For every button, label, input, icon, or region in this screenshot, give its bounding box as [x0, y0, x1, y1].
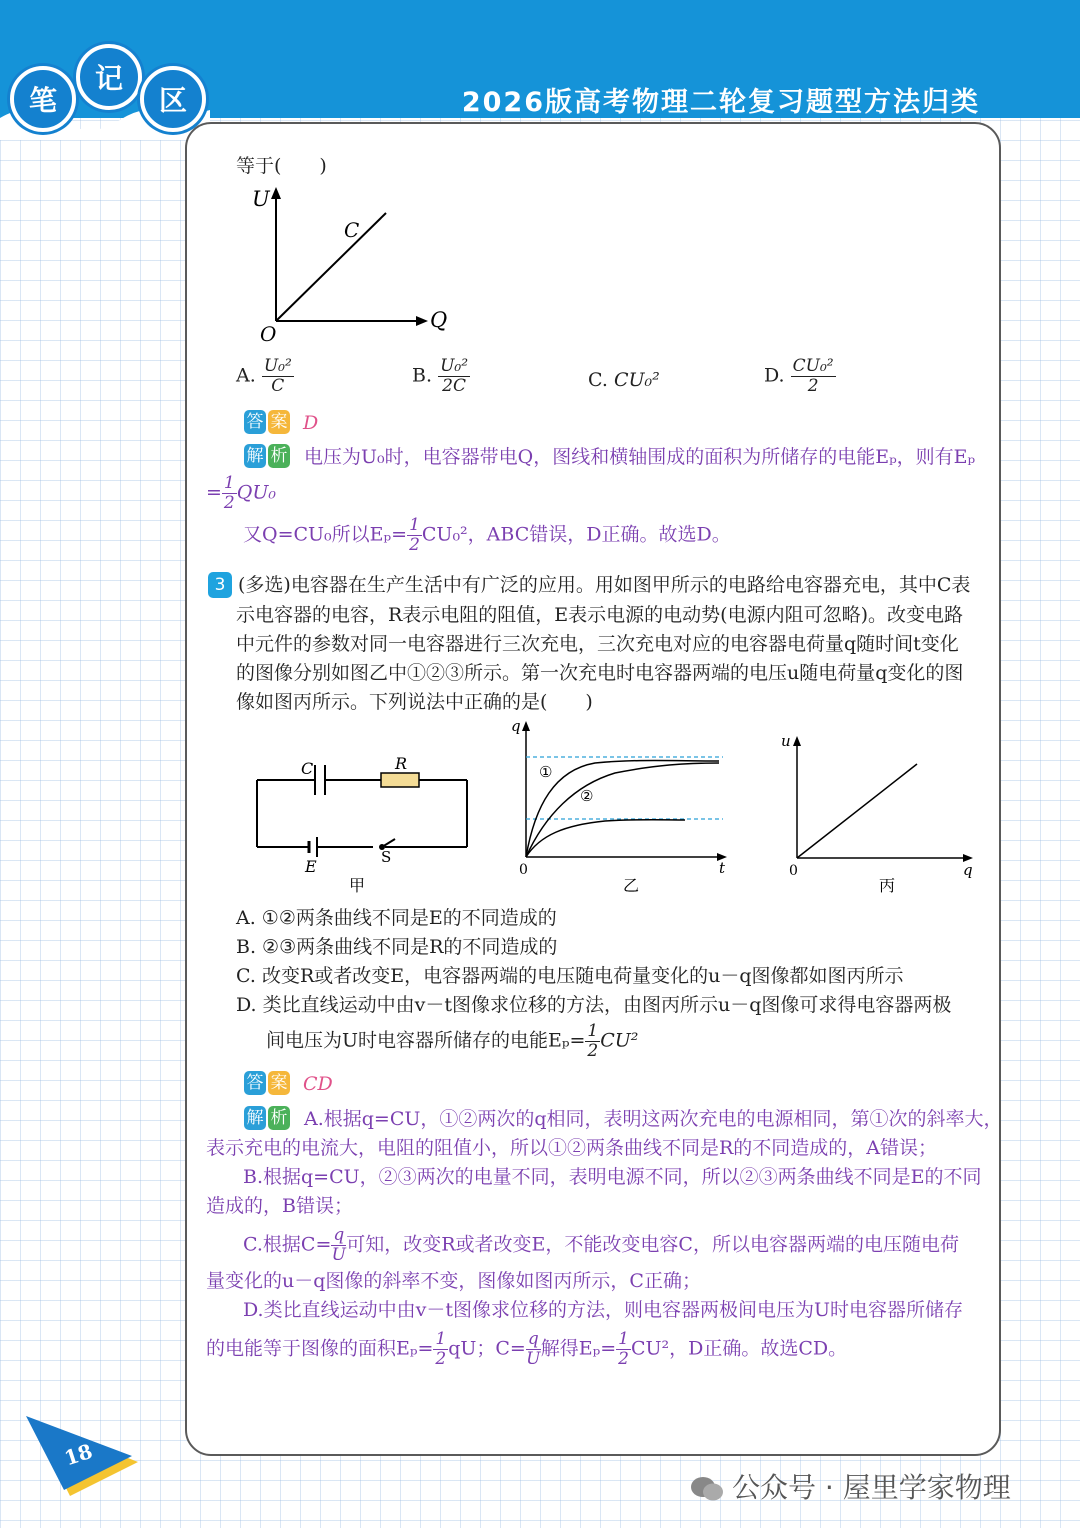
- curve-2: [526, 763, 719, 857]
- yi-origin: 0: [519, 862, 528, 878]
- curve-1: [526, 761, 719, 858]
- q3-analysis-a2: 表示充电的电流大，电阻的阻值小，所以①②两条曲线不同是R的不同造成的，A错误；: [206, 1137, 938, 1159]
- q3-stem-line4: 的图像分别如图乙中①②③所示。第一次充电时电容器两端的电压u随电荷量q变化的图: [236, 662, 964, 684]
- bing-x-label: q: [963, 861, 973, 879]
- q2-stem-tail: 等于( ): [236, 155, 327, 177]
- q2-option-b: B. $\frac{\text{U₀²}}{2C}$: [412, 356, 469, 396]
- q3-analysis-c2: 量变化的u－q图像的斜率不变，图像如图丙所示，C正确；: [206, 1270, 701, 1292]
- q2-y-label: U: [252, 187, 270, 211]
- q2-origin: O: [260, 322, 277, 346]
- q3-analysis-d2: 的电能等于图像的面积Eₚ= $\frac{1}{2}$ qU；C= $\frac{q}{U}$ 解得Eₚ= $\frac{1}{2}$ CU²，D正确。故选CD。: [206, 1329, 848, 1369]
- q2-analysis-line3: 又Q=CU₀所以Eₚ= $\frac{1}{2}$ CU₀²，ABC错误，D正确。故选D。: [243, 515, 731, 555]
- book-title: 2026版高考物理二轮复习题型方法归类: [461, 87, 980, 118]
- q2-analysis-line2: = $\frac{1}{2}$ QU₀: [206, 473, 276, 513]
- fig-yi-qt-graph: [505, 715, 745, 895]
- q3-answer: CD: [303, 1073, 333, 1095]
- yi-y-label: q: [511, 717, 521, 735]
- q3-analysis-c1: C.根据C= $\frac{q}{U}$ 可知，改变R或者改变E，不能改变电容C，所以电容器两端的电压随电荷: [243, 1225, 959, 1265]
- q3-analysis-a1: A.根据q=CU，①②两次的q相同，表明这两次充电的电源相同，第①次的斜率大，: [304, 1108, 1003, 1130]
- uq-line: [797, 764, 917, 858]
- curve-3: [526, 820, 685, 857]
- q3-stem-line2: 示电容器的电容，R表示电阻的阻值，E表示电源的电动势(电源内阻可忽略)。改变电路: [236, 604, 964, 626]
- q3-option-d-line2: 间电压为U时电容器所储存的电能Eₚ= $\frac{1}{2}$ CU²: [266, 1021, 639, 1061]
- q3-analysis-d1: D.类比直线运动中由v－t图像求位移的方法，则电容器两极间电压为U时电容器所储存: [243, 1299, 963, 1321]
- q2-answer: D: [303, 412, 319, 434]
- bing-origin: 0: [789, 863, 798, 879]
- q3-answer-tag: 答 案: [244, 1071, 292, 1095]
- yi-x-label: t: [719, 859, 726, 877]
- q3-stem-line1: (多选)电容器在生产生活中有广泛的应用。用如图甲所示的电路给电容器充电，其中C表: [238, 574, 971, 596]
- q2-analysis-tag: 解 析: [244, 444, 292, 468]
- q3-number: 3: [208, 572, 232, 598]
- seal-qu: 区: [140, 66, 206, 132]
- q3-analysis-b2: 造成的，B错误；: [206, 1195, 353, 1217]
- bing-caption: 丙: [879, 876, 896, 895]
- yi-curve-label-1: ①: [539, 763, 553, 781]
- q3-analysis-b1: B.根据q=CU，②③两次的电量不同，表明电源不同，所以②③两条曲线不同是E的不同: [243, 1166, 982, 1188]
- wechat-icon: [690, 1475, 724, 1503]
- q3-stem-line5: 像如图丙所示。下列说法中正确的是( ): [236, 691, 593, 713]
- q2-option-c: C. CU₀²: [588, 369, 660, 391]
- q3-option-b: B. ②③两条曲线不同是R的不同造成的: [236, 936, 558, 958]
- fig-jia-circuit: [245, 745, 485, 895]
- q2-line-label: C: [344, 218, 360, 242]
- q2-option-d: D. $\frac{\text{CU₀²}}{2}$: [764, 356, 834, 396]
- q2-analysis-line1: 电压为U₀时，电容器带电Q，图线和横轴围成的面积为所储存的电能Eₚ，则有Eₚ: [304, 446, 976, 468]
- q3-option-d: D. 类比直线运动中由v－t图像求位移的方法，由图丙所示u－q图像可求得电容器两极: [236, 994, 952, 1016]
- jia-label-e: E: [305, 857, 317, 876]
- page-number: 18: [61, 1438, 96, 1471]
- jia-label-c: C: [301, 759, 314, 778]
- q2-option-a: A. $\frac{\text{U₀²}}{C}$: [236, 356, 292, 396]
- seal-bi: 笔: [10, 66, 76, 132]
- resistor: [381, 773, 419, 787]
- q3-analysis-tag: 解 析: [244, 1106, 292, 1130]
- jia-label-s: S: [381, 848, 392, 866]
- jia-label-r: R: [395, 754, 408, 773]
- jia-caption: 甲: [349, 876, 366, 895]
- wechat-watermark: 公众号 · 屋里学家物理: [690, 1466, 1011, 1506]
- yi-caption: 乙: [623, 876, 640, 895]
- q3-option-a: A. ①②两条曲线不同是E的不同造成的: [236, 907, 557, 929]
- q3-stem-line3: 中元件的参数对同一电容器进行三次充电，三次充电对应的电容器电荷量q随时间t变化: [236, 633, 959, 655]
- yi-curve-label-2: ②: [580, 787, 594, 805]
- page-number-badge: [18, 1412, 143, 1502]
- q3-option-c: C. 改变R或者改变E，电容器两端的电压随电荷量变化的u－q图像都如图丙所示: [236, 965, 904, 987]
- bing-y-label: u: [781, 732, 791, 750]
- q2-answer-tag: 答 案: [244, 410, 292, 434]
- fig-bing-uq-graph: [775, 730, 980, 895]
- q2-uq-graph: [240, 185, 470, 350]
- q2-x-label: Q: [430, 308, 448, 332]
- seal-ji: 记: [76, 44, 142, 110]
